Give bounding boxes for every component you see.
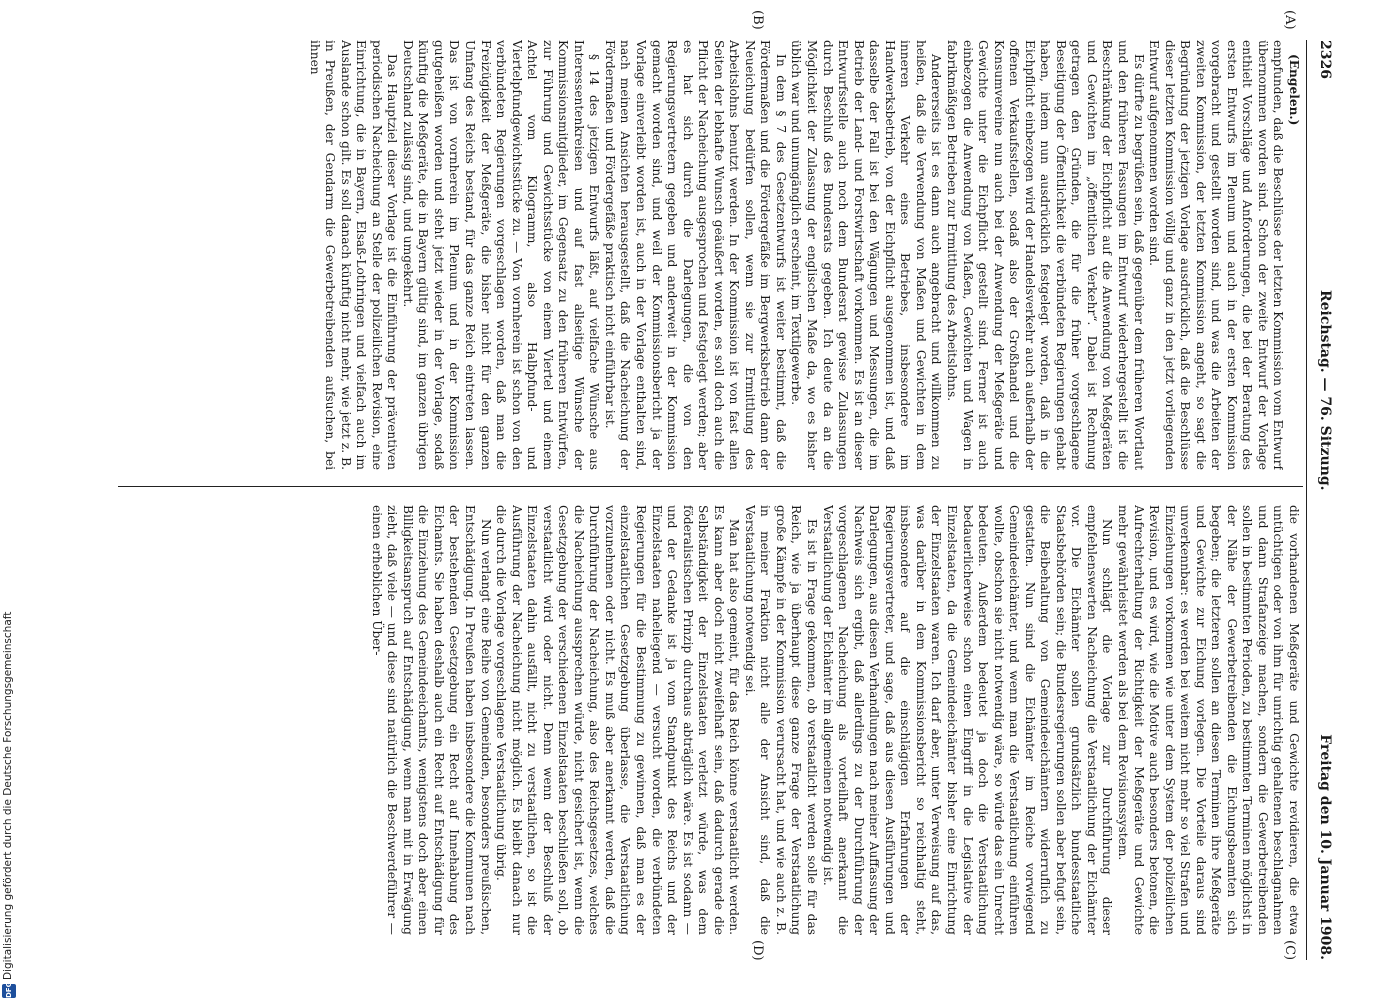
page-number: 2326 (1317, 40, 1333, 79)
paragraph: Das Hauptziel dieser Vorlage ist die Einführung der präventiven periodischen Nacheichung an Stelle der polizeilichen Revision, eine Einrichtung, die in Bayern, Elsaß-Lothringen und vielfach auch im Auslande schon gilt. Es soll danach künftig nicht mehr, wie jetzt z. B. in Preußen, der Gendarm die Gewerbetreibenden aufsuchen, bei ihnen (307, 40, 400, 470)
paragraph: empfunden, daß die Beschlüsse der letzten Kommission vom Entwurf übernommen worden sind. Schon der zweite Entwurf der Vorlage enthielt Vorschläge und Anforderungen, die bei der Beratung des ersten Entwurfs im Plenum und auch in der ersten Kommission vorgebracht und gestellt worden sind, und was die Arbeiten der zweiten Kommission, der letzten Kommission angeht, so sagt die Begründung der jetzigen Vorlage ausdrücklich, daß die Beschlüsse dieser letzten Kommission völlig und ganz in den jetzt vorliegenden Entwurf aufgenommen worden sind. (1147, 40, 1286, 470)
left-column (121, 40, 1301, 470)
running-header (1311, 40, 1333, 960)
paragraph: In dem § 7 des Gesetzentwurfs ist weiter bestimmt, daß die Fördermaßen und die Fördergefäße im Bergwerksbetrieb dann der Neueichung bedürfen sollen, wenn sie zur Ermittlung des Arbeitslohns benutzt werden. In der Kommission ist von fast allen Seiten der lebhafte Wunsch geäußert worden, es soll doch auch die Pflicht der Nacheichung ausgesprochen und festgelegt werden; aber es hat sich durch die Darlegungen, die von den Regierungsvertretern gegeben und anderweit in der Kommission gemacht worden sind, und weil der Kommissionsbericht ja der Vorlage einverleibt worden ist, auch in der Vorlage enthalten sind, nach meinen Ansichten herausgestellt, daß die Nacheichung der Fördermaßen und Fördergefäße praktisch nicht einführbar ist. (602, 40, 788, 470)
margin-mark-b: (B) (750, 10, 765, 30)
session-date: Freitag den 10. Januar 1908. (1317, 734, 1333, 960)
paragraph: Andererseits ist es dann auch angebracht und willkommen zu heißen, daß die Verwendung von Maßen und Gewichten in dem inneren Verkehr eines Betriebes, insbesondere im Handwerksbetrieb, von der Eichpflicht ausgenommen ist, und daß dasselbe der Fall ist bei den Wägungen und Messungen, die im Betrieb der Land- und Forstwirtschaft vorkommen. Es ist an dieser Entwurfsstelle auch noch dem Bundesrat gewisse Zulassungen durch Beschluß des Bundesrats gegeben. Ich deute da an die Möglichkeit der Zulassung der englischen Maße da, wo es bisher üblich war und unumgänglich erscheint, im Textilgewerbe. (789, 40, 944, 470)
paragraph: Nun schlägt die Vorlage zur Durchführung dieser empfehlenswerten Nacheichung die Verstaatlichung der Eichämter vor. Die Eichämter sollen grundsätzlich bundesstaatliche Staatsbehörden sein; die Bundesregierungen sollen aber befugt sein, die Beibehaltung von Gemeindeeichämtern widerruflich zu gestatten. Nun sind die Eichämter im Reiche vorwiegend Gemeindeeichämter, und wenn man die Verstaatlichung einführen wollte, obschon sie nicht notwendig wäre, so würde das ein Unrecht bedeuten. Außerdem bedeutet ja doch die Verstaatlichung bedauerlicherweise schon einen Eingriff in die Legislative der Einzelstaaten, da die Gemeindeeichämter bisher eine Einrichtung der Einzelstaaten waren. Ich darf aber, unter Verweisung auf das, was darüber in dem Kommissionsbericht so reichhaltig steht, insbesondere auf die einschlägigen Erfahrungen der Regierungsvertreter, und sage, daß aus diesen Ausführungen und Darlegungen, aus diesen Verhandlungen nach meiner Auffassung der Nachweis sich ergibt, daß allerdings zu der Durchführung der vorgeschlagenen Nacheichung als vorteilhaft anerkannt die Verstaatlichung der Eichämter im allgemeinen notwendig ist. (820, 505, 1115, 935)
paragraph: Nun verlangt eine Reihe von Gemeinden, besonders preußischen, Entschädigung. In Preußen haben insbesondere die Kommunen nach der bestehenden Gesetzgebung ein Recht auf Innehabung des Eichamts. Sie haben deshalb auch ein Recht auf Entschädigung für die Einziehung des Gemeindeeichamts, wenigstens doch aber einen Billigkeitsanspruch auf Entschädigung, wenn man mit in Erwägung zieht, daß viele — und diese sind natürlich die Beschwerdeführer — einen erheblichen Über- (369, 505, 493, 935)
margin-mark-d: (D) (750, 940, 765, 961)
paragraph: Es dürfte zu begrüßen sein, daß gegenüber dem früheren Wortlaut und den früheren Fassungen im Entwurf wiederhergestellt ist die Beschränkung der Eichpflicht auf die Anwendung von Meßgeräten und Gewichten im „öffentlichen Verkehr“. Dabei ist Rechnung getragen den Gründen, die für die früher vorgeschlagene Beseitigung der Öffentlichkeit die verbündeten Regierungen gehabt haben, indem nun ausdrücklich festgelegt worden, daß in die Eichpflicht einbezogen wird der Handelsverkehr auch außerhalb der offenen Verkaufsstellen, sodaß also der Großhandel und die Konsumvereine nun auch bei der Anwendung der Meßgeräte und Gewichte unter die Eichpflicht gestellt sind. Ferner ist auch einbezogen die Anwendung von Maßen, Gewichten und Wagen in fabrikmäßigen Betrieben zur Ermittlung des Arbeitslohns. (944, 40, 1146, 470)
right-column (121, 505, 1301, 935)
paragraph: die vorhandenen Meßgeräte und Gewichte revidieren, die etwa untüchtigen oder von ihm für unrichtig gehaltenen beschlagnahmen und dann Strafanzeige machen, sondern die Gewerbetreibenden sollen in bestimmten Perioden, zu bestimmten Terminen möglichst in der Nähe der Gewerbetreibenden die Eichungsbeamten sich begeben; die letzteren sollen an diesen Terminen ihre Meßgeräte und Gewichte zur Eichung vorlegen. Die Vorteile daraus sind unverkennbar: es werden bei weitem nicht mehr so viel Strafen und Einziehungen vorkommen wie unter dem System der polizeilichen Revision, und es wird, wie die Motive auch besonders betonen, die Aufrechterhaltung der Richtigkeit der Meßgeräte und Gewichte mehr gewährleistet werden als bei dem Revisionssystem. (1115, 505, 1301, 935)
digitization-footer (0, 0, 22, 1000)
paragraph: § 14 des jetzigen Entwurfs läßt, auf vielfache Wünsche aus Interessentenkreisen und auf fast allseitige Wünsche der Kommissionsmitglieder, im Gegensatz zu den früheren Entwürfen, zur Führung und Gewichtsstücke von einem Viertel und einem Achtel vom Kilogramm, also Halbpfund- und Viertelpfundgewichtsstücke zu. — Von vornherein ist schon von den verbündeten Regierungen vorgeschlagen worden, daß man die Freizügigkeit der Meßgeräte, die bisher nicht für den ganzen Umfang des Reichs bestand, für das ganze Reich eintreten lassen. Das ist von vornherein im Plenum und in der Kommission gutgeheißen worden und steht jetzt wieder in der Vorlage, sodaß künftig die Meßgeräte, die in Bayern gültig sind, im ganzen übrigen Deutschland zulässig sind, und umgekehrt. (400, 40, 602, 470)
margin-mark-a: (A) (1282, 10, 1297, 30)
speaker-name: (Engelen.) (1287, 54, 1301, 126)
paragraph: Man hat also gemeint, für das Reich könne verstaatlicht werden. Es kann aber doch nicht zweifelhaft sein, daß dadurch gerade die Selbständigkeit der Einzelstaaten verletzt würde, was dem föderalistischen Prinzip durchaus abträglich wäre. Es ist sodann — und der Gedanke ist ja vom Standpunkt des Reichs und der Einzelstaaten naheliegend — versucht worden, die verbündeten Regierungen für die Bestimmung zu gewinnen, daß man es der einzelstaatlichen Gesetzgebung überlasse, die Verstaatlichung vorzunehmen oder nicht. Es muß aber anerkannt werden, daß die Durchführung der Nacheichung, also des Reichsgesetzes, welches die Nacheichung aussprechen würde, nicht gesichert ist, wenn die Gesetzgebung der verschiedenen Einzelstaaten beschließen soll, ob verstaatlicht wird oder nicht. Denn wenn der Beschluß der Einzelstaaten dahin ausfällt, nicht zu verstaatlichen, so ist die Ausführung der Nacheichung nicht möglich. Es bleibt danach nur die durch die Vorlage vorgeschlagene Verstaatlichung übrig. (494, 505, 742, 935)
footer-text: Digitalisierung gefördert durch die Deutsche Forschungsgemeinschaft (2, 611, 14, 980)
rotated-page (63, 10, 1333, 961)
margin-mark-c: (C) (1282, 940, 1297, 961)
column-divider (118, 486, 1303, 487)
header-rule (1306, 40, 1307, 960)
dfg-logo: DFG (2, 984, 16, 998)
page-title: Reichstag. — 76. Sitzung. (1317, 290, 1333, 491)
paragraph: Es ist in Frage gekommen, ob verstaatlicht werden solle für das Reich, wie ja überhaupt diese ganze Frage der Verstaatlichung große Kämpfe in der Kommission verursacht hat, und wie auch z. B. in meiner Fraktion nicht alle der Ansicht sind, daß die Verstaatlichung notwendig sei. (742, 505, 820, 935)
